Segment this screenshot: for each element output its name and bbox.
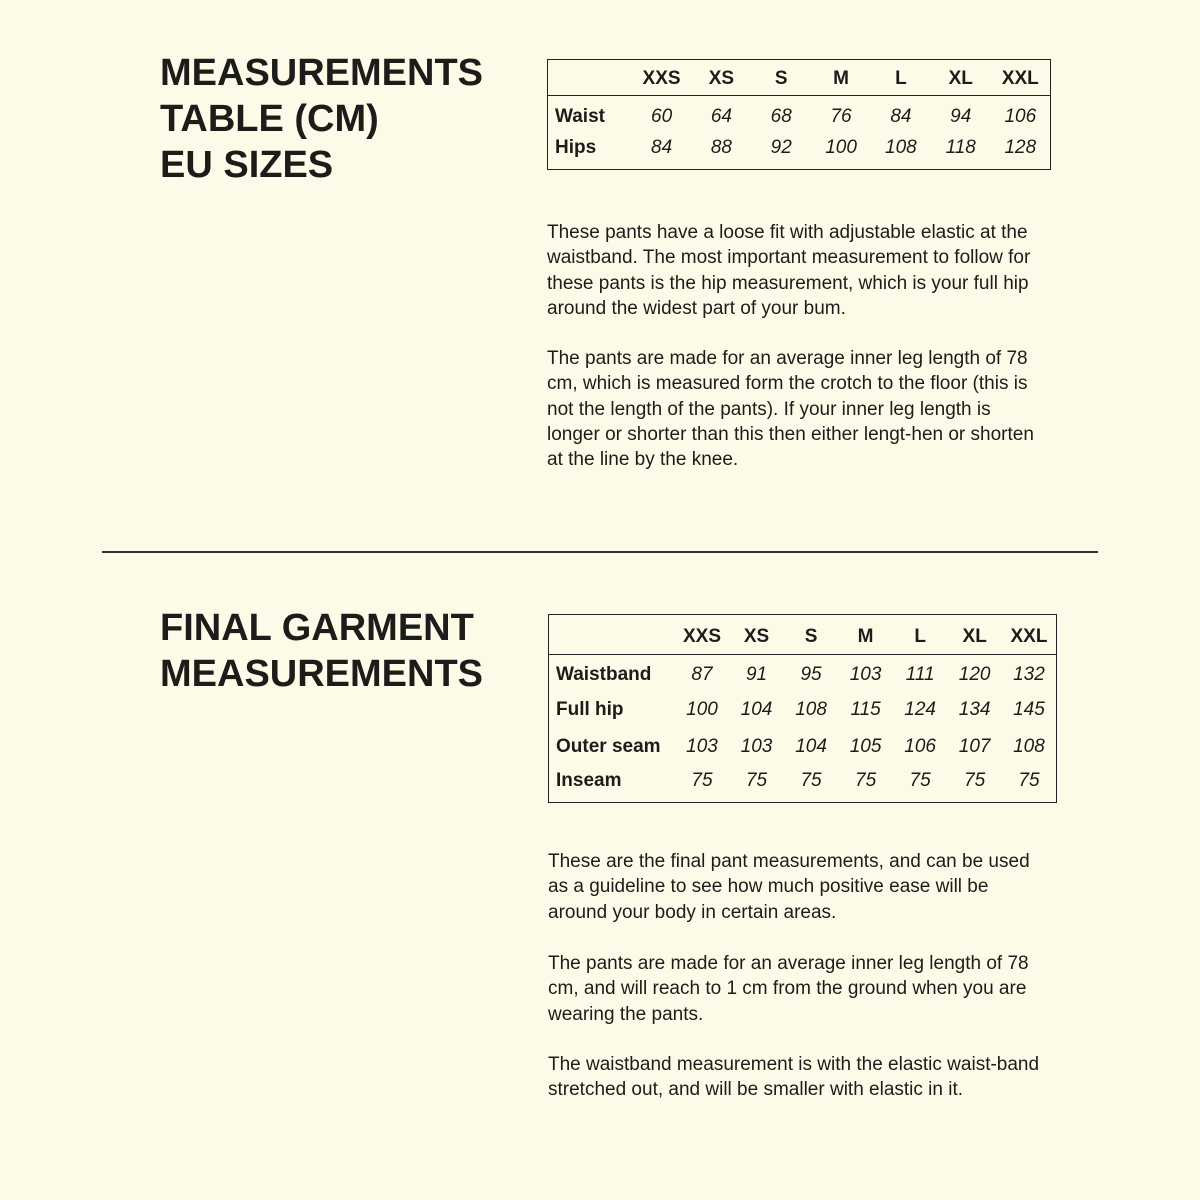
measurement-cell: 106 — [1004, 106, 1037, 128]
measurement-cell: 105 — [849, 736, 882, 757]
measurement-cell: 124 — [904, 699, 936, 720]
section-divider — [102, 551, 1098, 553]
heading-line: MEASUREMENTS — [160, 52, 484, 94]
measurement-cell: 60 — [651, 106, 673, 128]
size-header-m: M — [857, 625, 874, 647]
measurement-cell: 134 — [958, 699, 991, 720]
measurement-cell: 75 — [745, 769, 768, 791]
row-label: Hips — [555, 136, 597, 158]
measurement-cell: 104 — [795, 736, 827, 757]
table-header-row — [548, 60, 1051, 96]
measurement-cell: 84 — [651, 136, 673, 158]
measurement-cell: 75 — [855, 769, 877, 791]
size-header-m: M — [833, 68, 849, 89]
row-label: Full hip — [556, 699, 624, 720]
measurement-cell: 103 — [849, 664, 882, 686]
leg-length-description: The pants are made for an average inner leg length of 78 cm, which is measured form the crotch to the floor (this is not the length of the pants). If your inner leg length is longer or shorter than this then either lengt-hen or shorten at the line by the knee. — [547, 348, 1034, 471]
row-label: Waistband — [556, 664, 652, 686]
table-row — [549, 766, 1057, 803]
measurement-cell: 108 — [1013, 736, 1045, 757]
row-label: Outer seam — [556, 736, 661, 757]
size-header-xs: XS — [708, 68, 735, 89]
table-header-row — [549, 615, 1057, 655]
waistband-note: The waistband measurement is with the elastic waist-band stretched out, and will be smaller with elastic in it. — [548, 1054, 1040, 1101]
measurement-cell: 95 — [800, 664, 822, 686]
measurement-cell: 75 — [909, 769, 931, 791]
measurement-cell: 104 — [740, 699, 773, 720]
measurement-cell: 103 — [686, 736, 718, 757]
leg-length-note: The pants are made for an average inner leg length of 78 cm, and will reach to 1 cm from the ground when you are wearing the pants. — [548, 953, 1029, 1025]
measurement-cell: 108 — [885, 136, 917, 158]
row-label: Inseam — [556, 769, 622, 791]
heading-line: FINAL GARMENT — [160, 607, 474, 649]
body-measurements-table — [547, 59, 1051, 170]
size-header-xxl: XXL — [1010, 625, 1048, 647]
fit-description: These pants have a loose fit with adjustable elastic at the waistband. The most important measurement to follow for these pants is the hip measurement, which is your full hip around the widest part of your bum. — [547, 222, 1031, 319]
final-garment-heading — [160, 605, 483, 697]
measurement-cell: 120 — [958, 664, 991, 686]
measurement-cell: 103 — [740, 736, 773, 757]
size-header-l: L — [914, 625, 926, 647]
measurement-cell: 132 — [1013, 664, 1045, 686]
row-label: Waist — [555, 106, 605, 128]
measurement-cell: 84 — [890, 106, 912, 128]
heading-line: TABLE (CM) — [160, 98, 379, 140]
measurement-cell: 87 — [691, 664, 713, 686]
measurement-cell: 92 — [770, 136, 792, 158]
measurement-cell: 100 — [686, 699, 718, 720]
measurement-cell: 118 — [945, 136, 976, 158]
size-header-s: S — [804, 625, 818, 647]
measurement-cell: 111 — [905, 664, 935, 686]
size-header-xxl: XXL — [1001, 68, 1039, 89]
heading-line: MEASUREMENTS — [160, 653, 484, 695]
size-header-xl: XL — [948, 68, 973, 89]
corner-cell — [548, 60, 632, 96]
table-row — [548, 133, 1051, 170]
table-row — [548, 96, 1051, 133]
measurement-cell: 100 — [825, 136, 857, 158]
measurement-cell: 76 — [830, 106, 852, 128]
measurement-cell: 75 — [964, 769, 986, 791]
measurement-cell: 106 — [904, 736, 936, 757]
size-header-xl: XL — [962, 625, 987, 647]
measurement-cell: 115 — [850, 699, 881, 720]
measurement-cell: 128 — [1004, 136, 1037, 158]
measurement-cell: 94 — [950, 106, 972, 128]
measurement-cell: 91 — [745, 664, 768, 686]
final-measurements-description: These are the final pant measurements, and can be used as a guideline to see how much positive ease will be around your body in certain areas. — [548, 851, 1030, 923]
final-garment-table — [548, 614, 1057, 803]
measurement-cell: 64 — [710, 106, 732, 128]
corner-cell — [549, 615, 675, 655]
measurement-cell: 75 — [691, 769, 713, 791]
size-header-l: L — [895, 68, 907, 89]
measurement-cell: 145 — [1013, 699, 1045, 720]
heading-line: EU SIZES — [160, 144, 334, 186]
size-header-xxs: XXS — [682, 625, 722, 647]
measurement-cell: 107 — [958, 736, 991, 757]
measurement-cell: 75 — [800, 769, 822, 791]
measurement-cell: 88 — [710, 136, 732, 158]
measurement-cell: 68 — [770, 106, 792, 128]
size-header-xxs: XXS — [642, 68, 681, 89]
table-row — [549, 655, 1057, 692]
measurement-cell: 75 — [1018, 769, 1040, 791]
size-header-xs: XS — [743, 625, 770, 647]
table-row — [549, 692, 1057, 729]
measurement-cell: 108 — [795, 699, 827, 720]
table-row — [549, 729, 1057, 766]
measurements-table-heading — [160, 50, 483, 188]
size-header-s: S — [774, 68, 788, 89]
